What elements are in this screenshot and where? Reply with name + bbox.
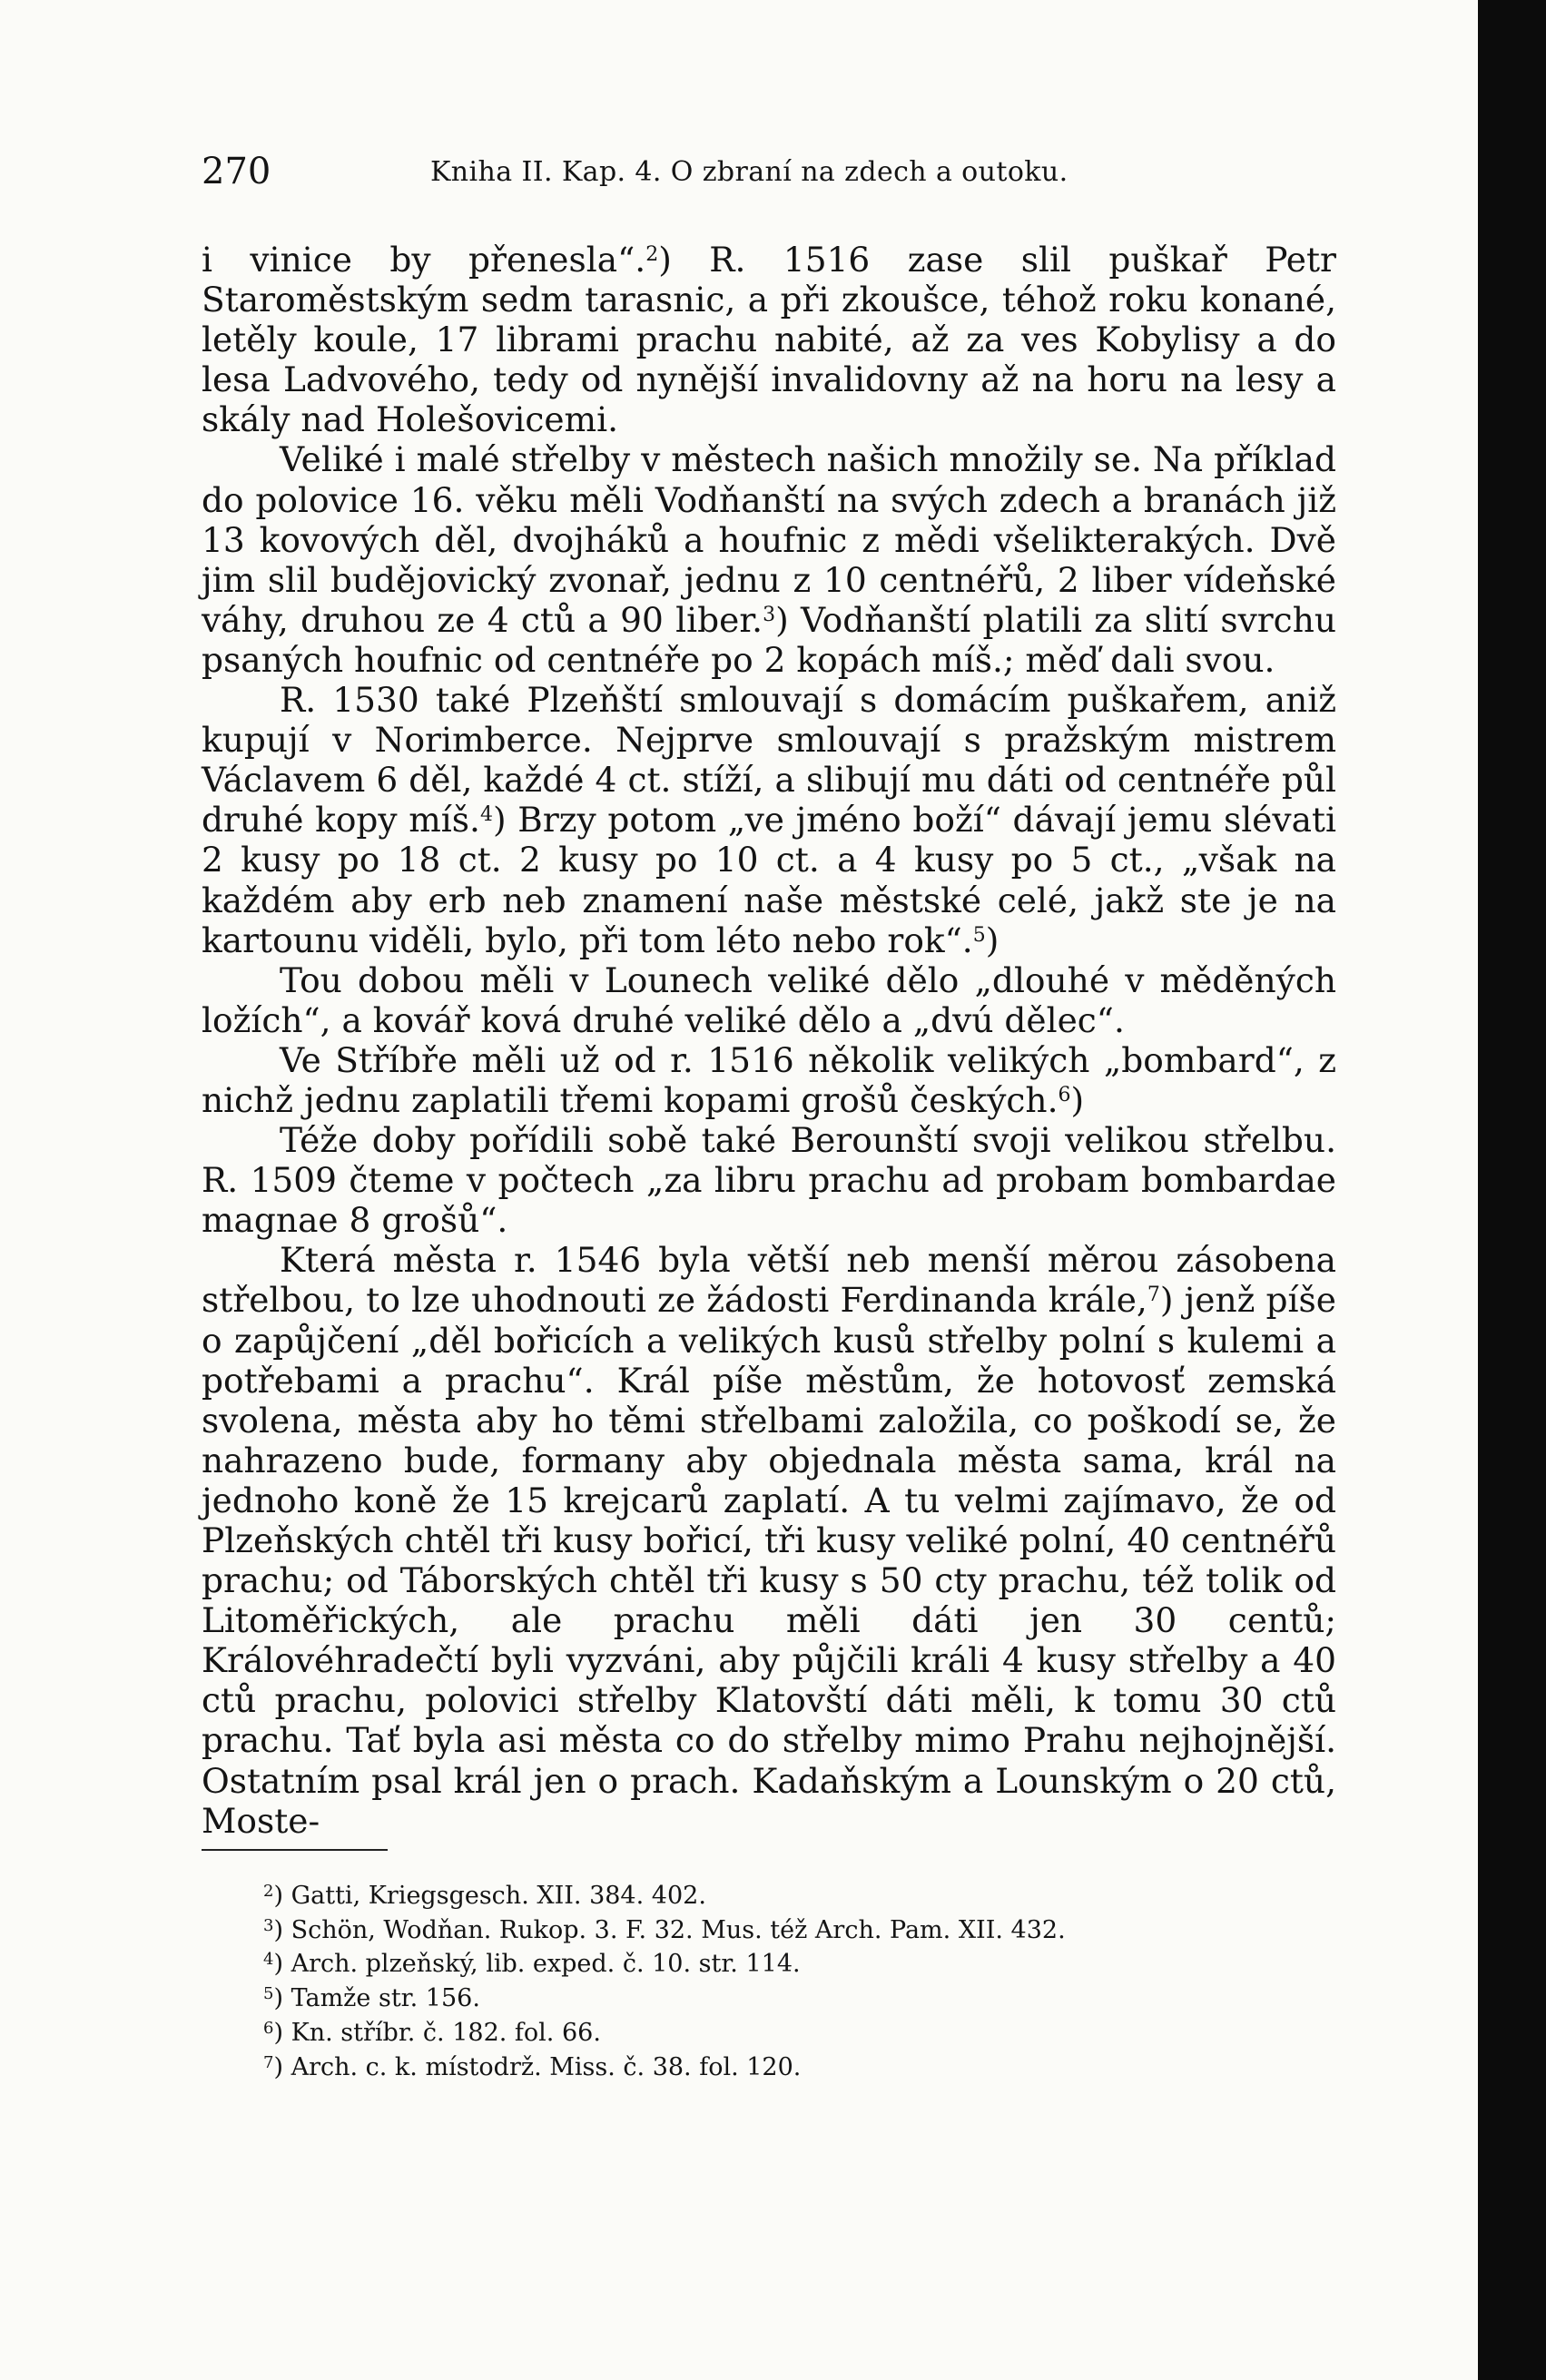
paragraph-5 xyxy=(202,1040,1336,1120)
footnote-mark: 2 xyxy=(263,1882,274,1901)
paragraph-text: R. 1530 také Plzeňští smlouvají s domácím puškařem, aniž kupují v Norimberce. Nejprve smlouvají s pražským mistrem Václavem 6 děl, každé 4 ct. stíží, a slibují mu dáti od centnéře půl druhé kopy míš. xyxy=(202,680,1336,841)
paragraph-1 xyxy=(202,240,1336,439)
paragraph-text: Která města r. 1546 byla větší neb menší měrou zásobena střelbou, to lze uhodnouti ze žádosti Ferdinanda krále, xyxy=(202,1240,1336,1321)
paragraph-text: ) jenž píše o zapůjčení „děl bořicích a velikých kusů střelby polní s kulemi a potřebami a prachu“. Král píše městům, že hotovosť zemská svolena, města aby ho těmi střelbami založila, co poškodí se, že nahrazeno bude, formany aby objednala města sama, král na jednoho koně že 15 krejcarů zaplatí. A tu velmi zajímavo, že od Plzeňských chtěl tři kusy bořicí, tři kusy veliké polní, 40 centnéřů prachu; od Táborských chtěl tři kusy s 50 cty prachu, též tolik od Litoměřických, ale prachu měli dáti jen 30 centů; Královéhradečtí byli vyzváni, aby půjčili králi 4 kusy střelby a 40 ctů prachu, polovici střelby Klatovští dáti měli, k tomu 30 ctů prachu. Tať byla asi města co do střelby mimo Prahu nejhojnější. Ostatním psal král jen o prach. Kadaňským a Lounským o 20 ctů, Moste- xyxy=(202,1280,1336,1841)
running-head: Kniha II. Kap. 4. O zbraní na zdech a outoku. xyxy=(430,156,1068,188)
footnote-text: ) Arch. plzeňský, lib. exped. č. 10. str. 114. xyxy=(273,1950,801,1979)
body-text xyxy=(202,240,1336,1841)
footnote-mark: 5 xyxy=(263,1984,274,2004)
footnote-text: ) Gatti, Kriegsgesch. XII. 384. 402. xyxy=(273,1882,706,1910)
paragraph-2 xyxy=(202,439,1336,680)
paragraph-4 xyxy=(202,960,1336,1040)
page-header xyxy=(202,145,1318,200)
scan-dark-edge xyxy=(1478,0,1546,2380)
paragraph-text: ) xyxy=(1070,1079,1085,1120)
footnote xyxy=(263,1980,1066,2014)
paragraph-text: Tou dobou měli v Lounech veliké dělo „dlouhé v měděných ložích“, a kovář ková druhé veliké dělo a „dvú dělec“. xyxy=(202,959,1336,1040)
paragraph-text: ) Brzy potom „ve jméno boží“ dávají jemu slévati 2 kusy po 18 ct. 2 kusy po 10 ct. a 4 kusy po 5 ct., „však na každém aby erb neb znamení naše městské celé, jakž ste je na kartounu viděli, bylo, při tom léto nebo rok“. xyxy=(202,800,1336,960)
footnote-mark: 4 xyxy=(263,1950,274,1970)
paragraph-text: Ve Stříbře měli už od r. 1516 několik velikých „bombard“, z nichž jednu zaplatili třemi kopami grošů českých. xyxy=(202,1039,1336,1120)
footnote xyxy=(263,2014,1066,2049)
paragraph-text: Veliké i malé střelby v městech našich množily se. Na příklad do polovice 16. věku měli Vodňanští na svých zdech a branách již 13 kovových děl, dvojháků a houfnic z mědi všelikterakých. Dvě jim slil budějovický zvonař, jednu z 10 centnéřů, 2 liber vídeňské váhy, druhou ze 4 ctů a 90 liber. xyxy=(202,439,1336,640)
paragraph-text: ) R. 1516 zase slil puškař Petr Staroměstským sedm tarasnic, a při zkoušce, téhož roku konané, letěly koule, 17 librami prachu nabité, až za ves Kobylisy a do lesa Ladvového, tedy od nynější invalidovny až na horu na lesy a skály nad Holešovicemi. xyxy=(202,240,1336,440)
footnote-ref: 7 xyxy=(1147,1283,1160,1307)
footnote-mark: 3 xyxy=(263,1915,274,1935)
footnotes xyxy=(263,1877,1066,2082)
paragraph-text: i vinice by přenesla“. xyxy=(202,240,646,280)
footnote-ref: 4 xyxy=(479,803,493,827)
footnote-text: ) Tamže str. 156. xyxy=(273,1984,480,2013)
footnote-mark: 7 xyxy=(263,2052,274,2072)
footnote-ref: 3 xyxy=(763,603,776,626)
footnote-mark: 6 xyxy=(263,2018,274,2038)
footnote-ref: 2 xyxy=(645,243,659,266)
footnote-ref: 5 xyxy=(972,923,986,947)
footnote-text: ) Arch. c. k. místodrž. Miss. č. 38. fol. 120. xyxy=(273,2052,802,2081)
paragraph-3 xyxy=(202,680,1336,960)
footnote xyxy=(263,1945,1066,1980)
footnote xyxy=(263,2049,1066,2083)
paragraph-text: ) Vodňanští platili za slití svrchu psaných houfnic od centnéře po 2 kopách míš.; měď dali svou. xyxy=(202,599,1336,680)
footnote xyxy=(263,1912,1066,1946)
footnote xyxy=(263,1877,1066,1912)
paragraph-7 xyxy=(202,1240,1336,1840)
paragraph-text: ) xyxy=(985,920,999,960)
paragraph-6 xyxy=(202,1120,1336,1240)
footnote-divider xyxy=(202,1849,388,1851)
footnote-text: ) Kn. stříbr. č. 182. fol. 66. xyxy=(273,2018,601,2047)
paragraph-text: Téže doby pořídili sobě také Berounští svoji velikou střelbu. R. 1509 čteme v počtech „za libru prachu ad probam bombardae magnae 8 grošů“. xyxy=(202,1120,1336,1241)
footnote-text: ) Schön, Wodňan. Rukop. 3. F. 32. Mus. též Arch. Pam. XII. 432. xyxy=(273,1915,1066,1944)
page-number: 270 xyxy=(202,151,271,192)
footnote-ref: 6 xyxy=(1058,1083,1071,1106)
